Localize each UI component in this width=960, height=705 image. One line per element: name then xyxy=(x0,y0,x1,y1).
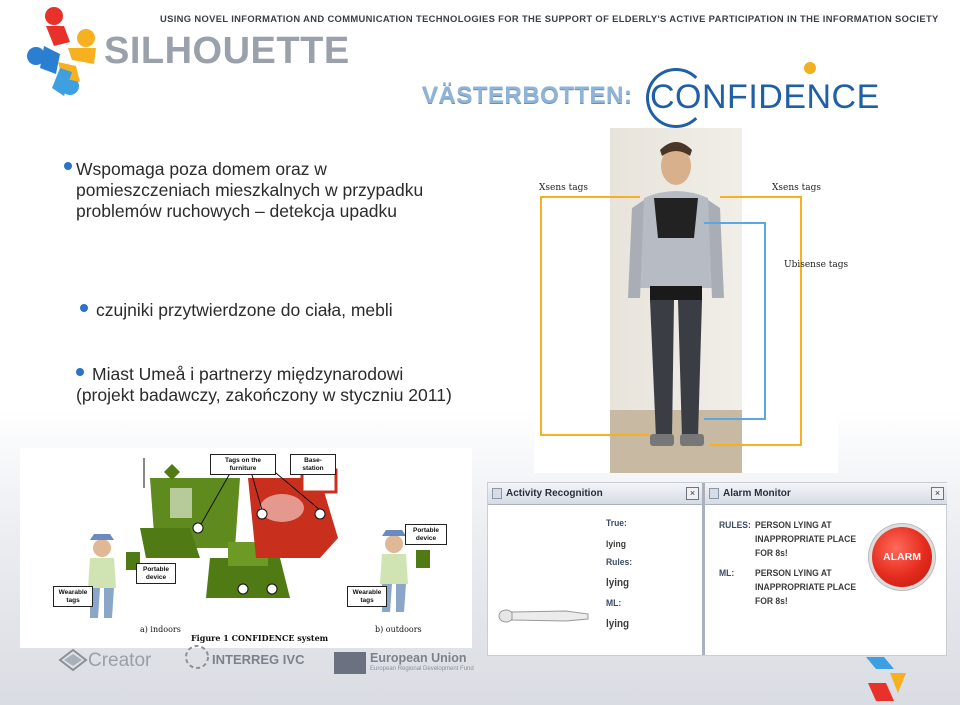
silhouette-corner-icon xyxy=(860,653,912,705)
alarm-ml-label: ML: xyxy=(719,568,735,579)
ubisense-wire xyxy=(704,418,766,420)
alarm-window-titlebar xyxy=(705,483,947,505)
alarm-rules-label: RULES: xyxy=(719,520,751,531)
eu-logo-text: European Union xyxy=(370,651,467,665)
sensor-wire xyxy=(710,444,802,446)
base-station-label: Base-station xyxy=(290,454,336,475)
bullet-dot-icon xyxy=(64,162,72,170)
true-value: lying xyxy=(606,539,626,550)
activity-close-icon[interactable]: × xyxy=(686,487,699,500)
bullet-dot-icon xyxy=(80,304,88,312)
xsens-label-left: Xsens tags xyxy=(539,183,588,193)
window-divider xyxy=(702,483,705,655)
ubisense-wire xyxy=(704,222,766,224)
bullet-text: Wspomaga poza domem oraz w pomieszczeniach mieszkalnych w przypadku problemów ruchowych – detekcja upadku xyxy=(76,159,424,221)
true-label: True: xyxy=(606,518,627,529)
activity-window-title: Activity Recognition xyxy=(506,488,603,499)
caption-outdoors: b) outdoors xyxy=(375,625,422,634)
interreg-logo-text: INTERREG IVC xyxy=(212,652,305,667)
creator-logo-icon xyxy=(58,648,88,672)
ml-label: ML: xyxy=(606,598,622,609)
confidence-dot-icon xyxy=(804,62,816,74)
alarm-rules-line3: FOR 8s! xyxy=(755,548,788,559)
alarm-ml-line1: PERSON LYING AT xyxy=(755,568,832,579)
sensor-wire xyxy=(720,196,802,198)
window-app-icon xyxy=(709,488,719,499)
alarm-window-title: Alarm Monitor xyxy=(723,488,791,499)
header-tagline: USING NOVEL INFORMATION AND COMMUNICATION TECHNOLOGIES FOR THE SUPPORT OF ELDERLY'S ACTIVE PARTICIPATION IN THE INFORMATION SOCIETY xyxy=(160,13,939,24)
window-app-icon xyxy=(492,488,502,499)
rules-value: lying xyxy=(606,577,630,589)
bullet-text: czujniki przytwierdzone do ciała, mebli xyxy=(96,300,393,320)
person-figure-icon xyxy=(610,128,742,473)
alarm-close-icon[interactable]: × xyxy=(931,487,944,500)
caption-indoors: a) indoors xyxy=(140,625,181,634)
alarm-rules-line2: INAPPROPRIATE PLACE xyxy=(755,534,857,545)
confidence-logo-text: CONFIDENCE xyxy=(650,78,880,116)
silhouette-logo-text: SILHOUETTE xyxy=(104,30,350,72)
wearable-tags-label-right: Wearable tags xyxy=(347,586,387,607)
sensor-wire xyxy=(800,196,802,446)
tags-furniture-label: Tags on the furniture xyxy=(210,454,276,475)
diagram-illustration xyxy=(20,448,472,648)
lying-figure-icon xyxy=(496,604,592,628)
bullet-text: Miast Umeå i partnerzy międzynarodowi (projekt badawczy, zakończony w styczniu 2011) xyxy=(76,364,452,405)
bullet-item xyxy=(76,364,456,406)
caption-figure: Figure 1 CONFIDENCE system xyxy=(191,633,329,643)
ubisense-wire xyxy=(764,222,766,420)
xsens-label-right: Xsens tags xyxy=(772,183,821,193)
activity-window-titlebar xyxy=(488,483,702,505)
alarm-button[interactable]: ALARM xyxy=(872,527,932,587)
bullet-dot-icon xyxy=(76,368,84,376)
silhouette-logo-icon xyxy=(24,2,108,106)
region-title: VÄSTERBOTTEN: xyxy=(422,82,633,109)
rules-label: Rules: xyxy=(606,557,633,568)
eu-subtitle: European Regional Development Fund xyxy=(370,666,474,672)
alarm-ml-line2: INAPPROPRIATE PLACE xyxy=(755,582,857,593)
alarm-ml-line3: FOR 8s! xyxy=(755,596,788,607)
portable-device-label-right: Portable device xyxy=(405,524,447,545)
wearable-tags-label-left: Wearable tags xyxy=(53,586,93,607)
eu-flag-icon xyxy=(334,652,366,674)
interreg-logo-icon xyxy=(184,644,210,670)
portable-device-label-left: Portable device xyxy=(136,563,176,584)
creator-logo-text: Creator xyxy=(88,650,152,671)
bullet-item xyxy=(80,300,470,321)
sensor-wire xyxy=(540,196,640,198)
bullet-item xyxy=(76,159,466,222)
alarm-rules-line1: PERSON LYING AT xyxy=(755,520,832,531)
ubisense-label: Ubisense tags xyxy=(784,260,849,270)
sensor-wire xyxy=(540,434,650,436)
ml-value: lying xyxy=(606,618,630,630)
sensor-wire xyxy=(540,196,542,436)
